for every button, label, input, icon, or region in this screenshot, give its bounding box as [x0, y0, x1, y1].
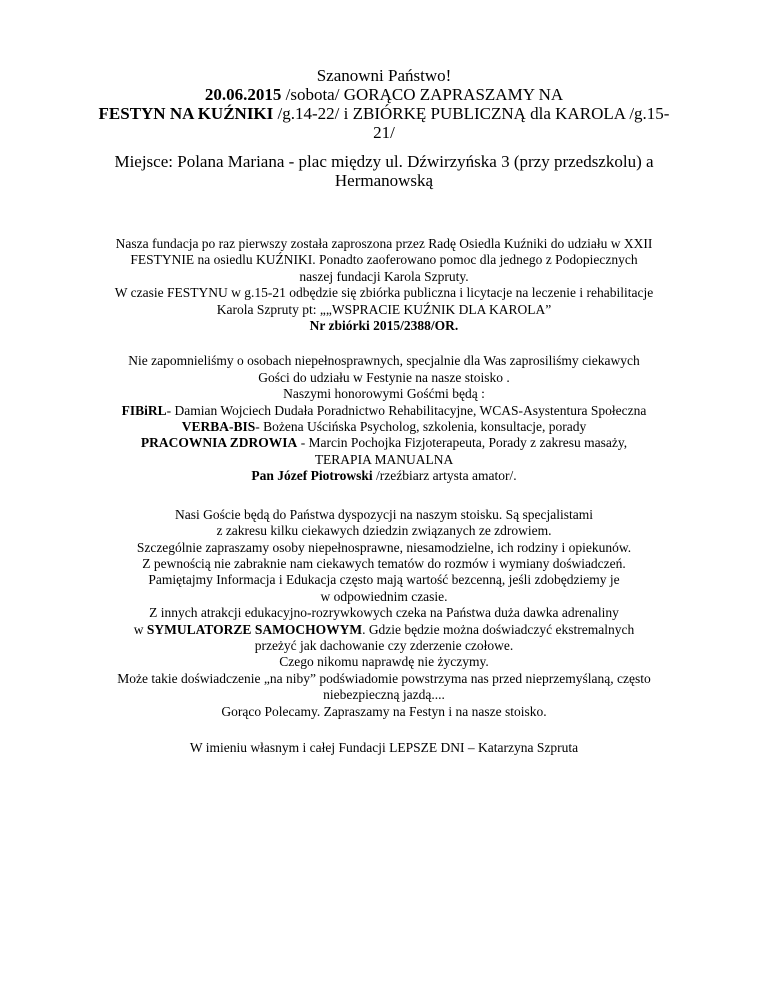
header: [60, 66, 708, 142]
festyn-line: FESTYN NA KUŹNIKI /g.14-22/ i ZBIÓRKĘ PUBLICZNĄ dla KAROLA /g.15-: [98, 104, 670, 123]
guest-pracownia-zdrowia: PRACOWNIA ZDROWIA - Marcin Pochojka Fizjoterapeuta, Porady z zakresu masaży,: [140, 435, 628, 451]
document-page: [60, 0, 708, 756]
guest-fibirl: FIBiRL- Damian Wojciech Dudała Poradnictwo Rehabilitacyjne, WCAS-Asystentura Społeczna: [121, 402, 647, 418]
event-place: Miejsce: Polana Mariana - plac między ul. Dźwirzyńska 3 (przy przedszkolu) a Hermanowską: [114, 152, 654, 190]
date-line: 20.06.2015 /sobota/ GORĄCO ZAPRASZAMY NA: [204, 85, 564, 104]
simulator-line: w SYMULATORZE SAMOCHOWYM. Gdzie będzie można doświadczyć ekstremalnych: [133, 621, 635, 637]
hours-end: 21/: [373, 123, 395, 142]
guest-verba-bis: VERBA-BIS- Bożena Uścińska Psycholog, szkolenia, konsultacje, porady: [181, 419, 587, 435]
details-paragraph: Nasi Goście będą do Państwa dyspozycji na naszym stoisku. Są specjalistami z zakresu kilku ciekawych dziedzin związanych ze zdrowiem. Szczególnie zapraszamy osoby niepełnosprawne, niesamodzielne, ich rodziny i opiekunów. Z pewnością nie zabraknie nam ciekawych tematów do rozmów i wymiany doświadczeń. Pamiętajmy Informacja i Edukacja często mają wartość bezcenną, jeśli zdobędziemy je w odpowiednim czasie. Z innych atrakcji edukacyjno-rozrywkowych czeka na Państwa duża dawka adrenaliny w SYMULATORZE SAMOCHOWYM. Gdzie będzie można doświadczyć ekstremalnych przeżyć jak dachowanie czy zderzenie czołowe. Czego nikomu naprawdę nie życzymy. Może takie doświadczenie „na niby” podświadomie powstrzyma nas przed nieprzemyślaną, często niebezpieczną jazdą.... Gorąco Polecamy. Zapraszamy na Festyn i na nasze stoisko.: [60, 507, 708, 720]
greeting: Szanowni Państwo!: [316, 66, 452, 85]
collection-number: Nr zbiórki 2015/2388/OR.: [309, 318, 459, 334]
event-date: 20.06.2015: [204, 85, 282, 104]
signature: W imieniu własnym i całej Fundacji LEPSZE DNI – Katarzyna Szpruta: [189, 739, 579, 755]
intro-paragraph: Nasza fundacja po raz pierwszy została zaproszona przez Radę Osiedla Kuźniki do udziału w XXII FESTYNIE na osiedlu KUŹNIKI. Ponadto zaoferowano pomoc dla jednego z Podopiecznych naszej fundacji Karola Szpruty. W czasie FESTYNU w g.15-21 odbędzie się zbiórka publiczna i licytacje na leczenie i rehabilitacje Karola Szpruty pt: „„WSPRACIE KUŹNIK DLA KAROLA” Nr zbiórki 2015/2388/OR.: [60, 236, 708, 334]
guests-paragraph: Nie zapomnieliśmy o osobach niepełnosprawnych, specjalnie dla Was zaprosiliśmy ciekawych Gości do udziału w Festynie na nasze stoisko . Naszymi honorowymi Gośćmi będą : FIBiRL- Damian Wojciech Dudała Poradnictwo Rehabilitacyjne, WCAS-Asystentura Społeczna VERBA-BIS- Bożena Uścińska Psycholog, szkolenia, konsultacje, porady PRACOWNIA ZDROWIA - Marcin Pochojka Fizjoterapeuta, Porady z zakresu masaży, TERAPIA MANUALNA Pan Józef Piotrowski /rzeźbiarz artysta amator/.: [60, 353, 708, 484]
guest-jozef-piotrowski: Pan Józef Piotrowski /rzeźbiarz artysta amator/.: [251, 468, 517, 484]
festyn-title: FESTYN NA KUŹNIKI: [98, 104, 274, 123]
